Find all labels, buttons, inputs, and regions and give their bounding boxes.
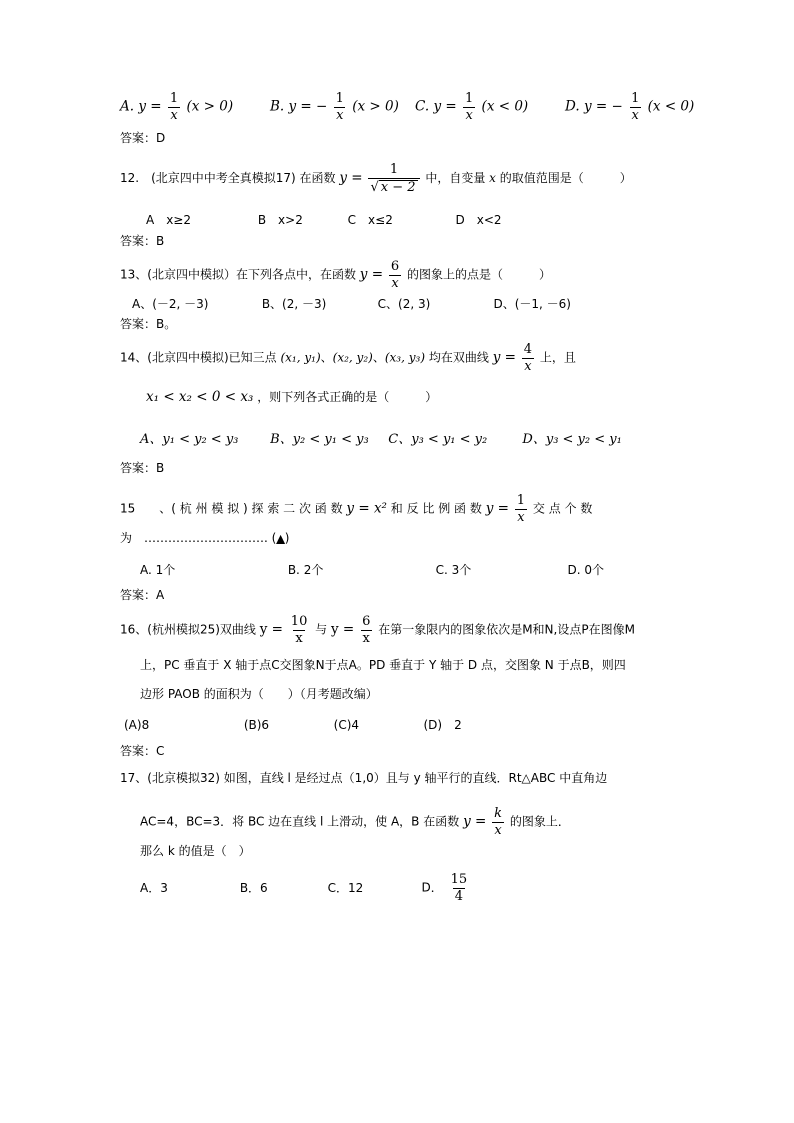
q12-stem: 12. (北京四中中考全真模拟17) 在函数 y = 1 √ x − 2 中，自变量 x 的取值范围是（ ） [120,162,632,195]
fraction: $\frac{4}{x}$ [523,342,533,374]
option-letter: A. [120,98,135,115]
option: A、(－2, －3) [132,297,209,311]
q16-stem: 16、(杭州模拟25)双曲线 y = $\frac{10}{x}$ 与 y = $\frac{6}{x}$ 在第一象限内的图象依次是M和N,设点P在图像M [120,614,635,646]
fraction: 1 √ x − 2 [368,163,419,194]
fraction: $\frac{6}{x}$ [362,614,371,646]
option: D、(－1, －6) [493,297,571,311]
option: A．3 [140,880,168,895]
fraction: $\frac{10}{x}$ [290,614,308,646]
q17-options [140,873,471,903]
fraction: $\frac{1}{x}$ [516,493,526,525]
option: (A)8 [124,718,150,732]
q13-options [132,298,571,310]
sqrt-symbol: √ x − 2 [370,179,416,195]
option: B、(2, －3) [261,297,327,311]
option: C．12 [327,880,364,895]
q13-stem: 13、(北京四中模拟）在下列各点中，在函数 y = $\frac{6}{x}$ 的图象上的点是（ ） [120,259,551,291]
q11-option-a: A. y = $\frac{1}{x}$ (x > 0) [120,91,234,123]
q14-condition: x₁ < x₂ < 0 < x₃ ，则下列各式正确的是（ ） [146,389,438,405]
q14-stem: 14、(北京四中模拟)已知三点 (x₁, y₁)、(x₂, y₂)、(x₃, y₃) 均在双曲线 y = $\frac{4}{x}$ 上，且 [120,342,576,374]
q17-line1: 17、(北京模拟32) 如图，直线 l 是经过点（1,0）且与 y 轴平行的直线．Rt△ABC 中直角边 [120,771,608,785]
q15-stem: 15 、( 杭 州 模 拟 ) 探 索 二 次 函 数 y = x² 和 反 比 例 函 数 y = $\frac{1}{x}$ 交 点 个 数 [120,493,593,525]
fraction: $\frac{15}{4}$ [450,872,468,904]
option: B．6 [239,880,268,895]
option: C x≤2 [347,213,393,227]
q17-line2: AC=4，BC=3．将 BC 边在直线 l 上滑动，使 A，B 在函数 y = $\frac{k}{x}$ 的图象上． [140,806,570,838]
q16-options [124,719,462,731]
q15-line2: 为 …………………………. (▲) [120,531,290,545]
q11-option-b: B. y = − $\frac{1}{x}$ (x > 0) [270,91,399,123]
q14-answer: 答案：B [120,461,165,475]
q11-option-d: D. y = − $\frac{1}{x}$ (x < 0) [565,91,695,123]
option-letter: B. [270,98,285,115]
q13-answer: 答案：B。 [120,317,177,331]
q11-option-c: C. y = $\frac{1}{x}$ (x < 0) [415,91,529,123]
option: (D) 2 [423,718,462,732]
q12-options [146,214,502,226]
q16-answer: 答案：C [120,744,165,758]
fraction: $\frac{k}{x}$ [494,806,503,838]
option: D. 0个 [567,563,604,577]
fraction: $\frac{1}{x}$ [464,91,474,123]
option-letter: C. [415,98,430,115]
q15-options [140,564,604,576]
option: D、y₃ < y₂ < y₁ [522,432,622,447]
option: (B)6 [243,718,270,732]
option: B. 2个 [287,563,324,577]
q12-answer: 答案：B [120,234,165,248]
option: C. 3个 [435,563,472,577]
option-letter: D. [565,98,580,115]
option: D． $\frac{15}{4}$ [421,872,468,904]
q14-options [140,433,622,446]
option: B x>2 [257,213,303,227]
option: A. 1个 [140,563,176,577]
q15-answer: 答案：A [120,588,165,602]
option: C、y₃ < y₁ < y₂ [388,432,488,447]
option: (C)4 [333,718,360,732]
q16-line2: 上，PC 垂直于 X 轴于点C交图象N于点A。PD 垂直于 Y 轴于 D 点，交图象 N 于点B，则四 [140,658,626,672]
q11-answer: 答案：D [120,131,166,145]
option: B、y₂ < y₁ < y₃ [270,432,369,447]
option: D x<2 [455,213,502,227]
q16-line3: 边形 PAOB 的面积为（ ）（月考题改编） [140,687,378,701]
option: C、(2, 3) [377,297,431,311]
fraction: $\frac{1}{x}$ [631,91,640,123]
fraction: $\frac{1}{x}$ [335,91,344,123]
q17-line3: 那么 k 的值是（ ） [140,844,251,858]
fraction: $\frac{1}{x}$ [169,91,179,123]
option: A x≥2 [146,213,192,227]
option: A、y₁ < y₂ < y₃ [140,432,239,447]
triangle-icon: ▲ [276,532,285,545]
fraction: $\frac{6}{x}$ [390,259,400,291]
